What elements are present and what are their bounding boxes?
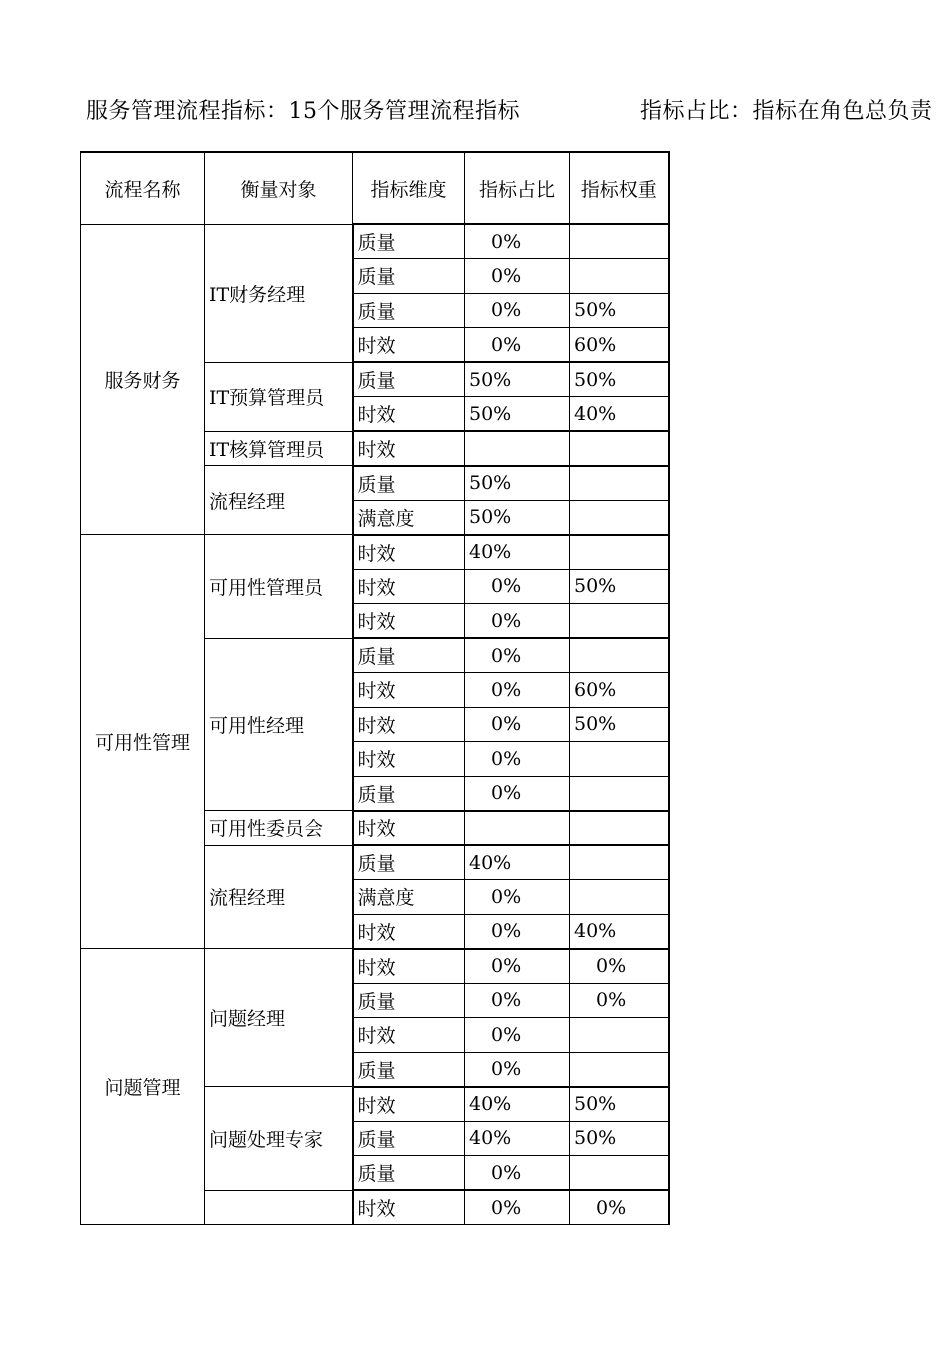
weight-cell: 50% bbox=[570, 362, 669, 397]
role-name-cell: 可用性管理员 bbox=[205, 535, 353, 639]
weight-cell: 0% bbox=[570, 983, 669, 1018]
dimension-cell: 时效 bbox=[353, 1087, 465, 1122]
weight-cell bbox=[570, 500, 669, 535]
process-metrics-table bbox=[80, 151, 670, 1225]
share-cell bbox=[465, 431, 570, 466]
role-name-cell: IT预算管理员 bbox=[205, 362, 353, 431]
dimension-cell: 质量 bbox=[353, 845, 465, 880]
share-cell: 50% bbox=[465, 362, 570, 397]
weight-cell: 50% bbox=[570, 569, 669, 604]
dimension-cell: 时效 bbox=[353, 328, 465, 363]
weight-cell: 60% bbox=[570, 328, 669, 363]
share-cell: 0% bbox=[465, 638, 570, 673]
dimension-cell: 满意度 bbox=[353, 880, 465, 915]
process-name-cell: 服务财务 bbox=[81, 224, 205, 535]
share-cell: 0% bbox=[465, 983, 570, 1018]
dimension-cell: 质量 bbox=[353, 362, 465, 397]
share-cell: 0% bbox=[465, 328, 570, 363]
role-name-cell bbox=[205, 1190, 353, 1225]
column-header-process: 流程名称 bbox=[81, 152, 205, 224]
weight-cell: 40% bbox=[570, 914, 669, 949]
dimension-cell: 质量 bbox=[353, 1121, 465, 1156]
weight-cell: 50% bbox=[570, 707, 669, 742]
role-name-cell: 可用性经理 bbox=[205, 638, 353, 811]
weight-cell: 50% bbox=[570, 293, 669, 328]
weight-cell bbox=[570, 224, 669, 259]
weight-cell bbox=[570, 604, 669, 639]
role-name-cell: 可用性委员会 bbox=[205, 811, 353, 846]
share-cell: 0% bbox=[465, 914, 570, 949]
dimension-cell: 时效 bbox=[353, 569, 465, 604]
dimension-cell: 质量 bbox=[353, 776, 465, 811]
weight-cell bbox=[570, 1052, 669, 1087]
weight-cell bbox=[570, 638, 669, 673]
share-cell: 0% bbox=[465, 673, 570, 708]
share-cell: 40% bbox=[465, 1087, 570, 1122]
share-cell: 50% bbox=[465, 500, 570, 535]
dimension-cell: 质量 bbox=[353, 293, 465, 328]
role-name-cell: IT财务经理 bbox=[205, 224, 353, 362]
column-header-target: 衡量对象 bbox=[205, 152, 353, 224]
weight-cell: 40% bbox=[570, 397, 669, 432]
dimension-cell: 时效 bbox=[353, 431, 465, 466]
table-body bbox=[81, 152, 669, 1225]
share-cell: 40% bbox=[465, 1121, 570, 1156]
weight-cell bbox=[570, 259, 669, 294]
dimension-cell: 时效 bbox=[353, 673, 465, 708]
share-cell: 0% bbox=[465, 742, 570, 777]
table-header-row bbox=[81, 152, 669, 224]
dimension-cell: 时效 bbox=[353, 811, 465, 846]
weight-cell bbox=[570, 845, 669, 880]
dimension-cell: 时效 bbox=[353, 604, 465, 639]
process-name-cell: 可用性管理 bbox=[81, 535, 205, 949]
role-name-cell: 流程经理 bbox=[205, 466, 353, 535]
role-name-cell: 问题处理专家 bbox=[205, 1087, 353, 1191]
weight-cell: 60% bbox=[570, 673, 669, 708]
dimension-cell: 时效 bbox=[353, 914, 465, 949]
page-heading-left: 服务管理流程指标：15个服务管理流程指标 bbox=[86, 99, 520, 124]
dimension-cell: 质量 bbox=[353, 1052, 465, 1087]
column-header-weight: 指标权重 bbox=[570, 152, 669, 224]
weight-cell bbox=[570, 1018, 669, 1053]
share-cell: 0% bbox=[465, 707, 570, 742]
dimension-cell: 时效 bbox=[353, 949, 465, 984]
share-cell: 40% bbox=[465, 845, 570, 880]
share-cell: 50% bbox=[465, 466, 570, 501]
dimension-cell: 质量 bbox=[353, 638, 465, 673]
weight-cell bbox=[570, 742, 669, 777]
share-cell bbox=[465, 811, 570, 846]
share-cell: 0% bbox=[465, 776, 570, 811]
dimension-cell: 时效 bbox=[353, 535, 465, 570]
dimension-cell: 质量 bbox=[353, 1156, 465, 1191]
weight-cell bbox=[570, 880, 669, 915]
share-cell: 0% bbox=[465, 1052, 570, 1087]
share-cell: 0% bbox=[465, 293, 570, 328]
share-cell: 40% bbox=[465, 535, 570, 570]
share-cell: 0% bbox=[465, 259, 570, 294]
weight-cell bbox=[570, 535, 669, 570]
share-cell: 50% bbox=[465, 397, 570, 432]
weight-cell: 50% bbox=[570, 1087, 669, 1122]
share-cell: 0% bbox=[465, 949, 570, 984]
weight-cell bbox=[570, 811, 669, 846]
dimension-cell: 质量 bbox=[353, 466, 465, 501]
dimension-cell: 满意度 bbox=[353, 500, 465, 535]
dimension-cell: 时效 bbox=[353, 707, 465, 742]
dimension-cell: 时效 bbox=[353, 1190, 465, 1225]
weight-cell bbox=[570, 466, 669, 501]
share-cell: 0% bbox=[465, 569, 570, 604]
weight-cell bbox=[570, 431, 669, 466]
weight-cell bbox=[570, 1156, 669, 1191]
column-header-dimension: 指标维度 bbox=[353, 152, 465, 224]
dimension-cell: 时效 bbox=[353, 1018, 465, 1053]
table-row bbox=[81, 949, 669, 984]
dimension-cell: 质量 bbox=[353, 983, 465, 1018]
weight-cell: 50% bbox=[570, 1121, 669, 1156]
role-name-cell: 问题经理 bbox=[205, 949, 353, 1087]
role-name-cell: IT核算管理员 bbox=[205, 431, 353, 466]
weight-cell bbox=[570, 776, 669, 811]
page-heading-right: 指标占比：指标在角色总负责 bbox=[640, 99, 933, 124]
weight-cell: 0% bbox=[570, 1190, 669, 1225]
share-cell: 0% bbox=[465, 1190, 570, 1225]
share-cell: 0% bbox=[465, 224, 570, 259]
dimension-cell: 质量 bbox=[353, 259, 465, 294]
table-row bbox=[81, 224, 669, 259]
share-cell: 0% bbox=[465, 1156, 570, 1191]
process-name-cell: 问题管理 bbox=[81, 949, 205, 1225]
role-name-cell: 流程经理 bbox=[205, 845, 353, 949]
table-row bbox=[81, 535, 669, 570]
share-cell: 0% bbox=[465, 1018, 570, 1053]
dimension-cell: 质量 bbox=[353, 224, 465, 259]
share-cell: 0% bbox=[465, 880, 570, 915]
dimension-cell: 时效 bbox=[353, 742, 465, 777]
dimension-cell: 时效 bbox=[353, 397, 465, 432]
share-cell: 0% bbox=[465, 604, 570, 639]
weight-cell: 0% bbox=[570, 949, 669, 984]
column-header-share: 指标占比 bbox=[465, 152, 570, 224]
